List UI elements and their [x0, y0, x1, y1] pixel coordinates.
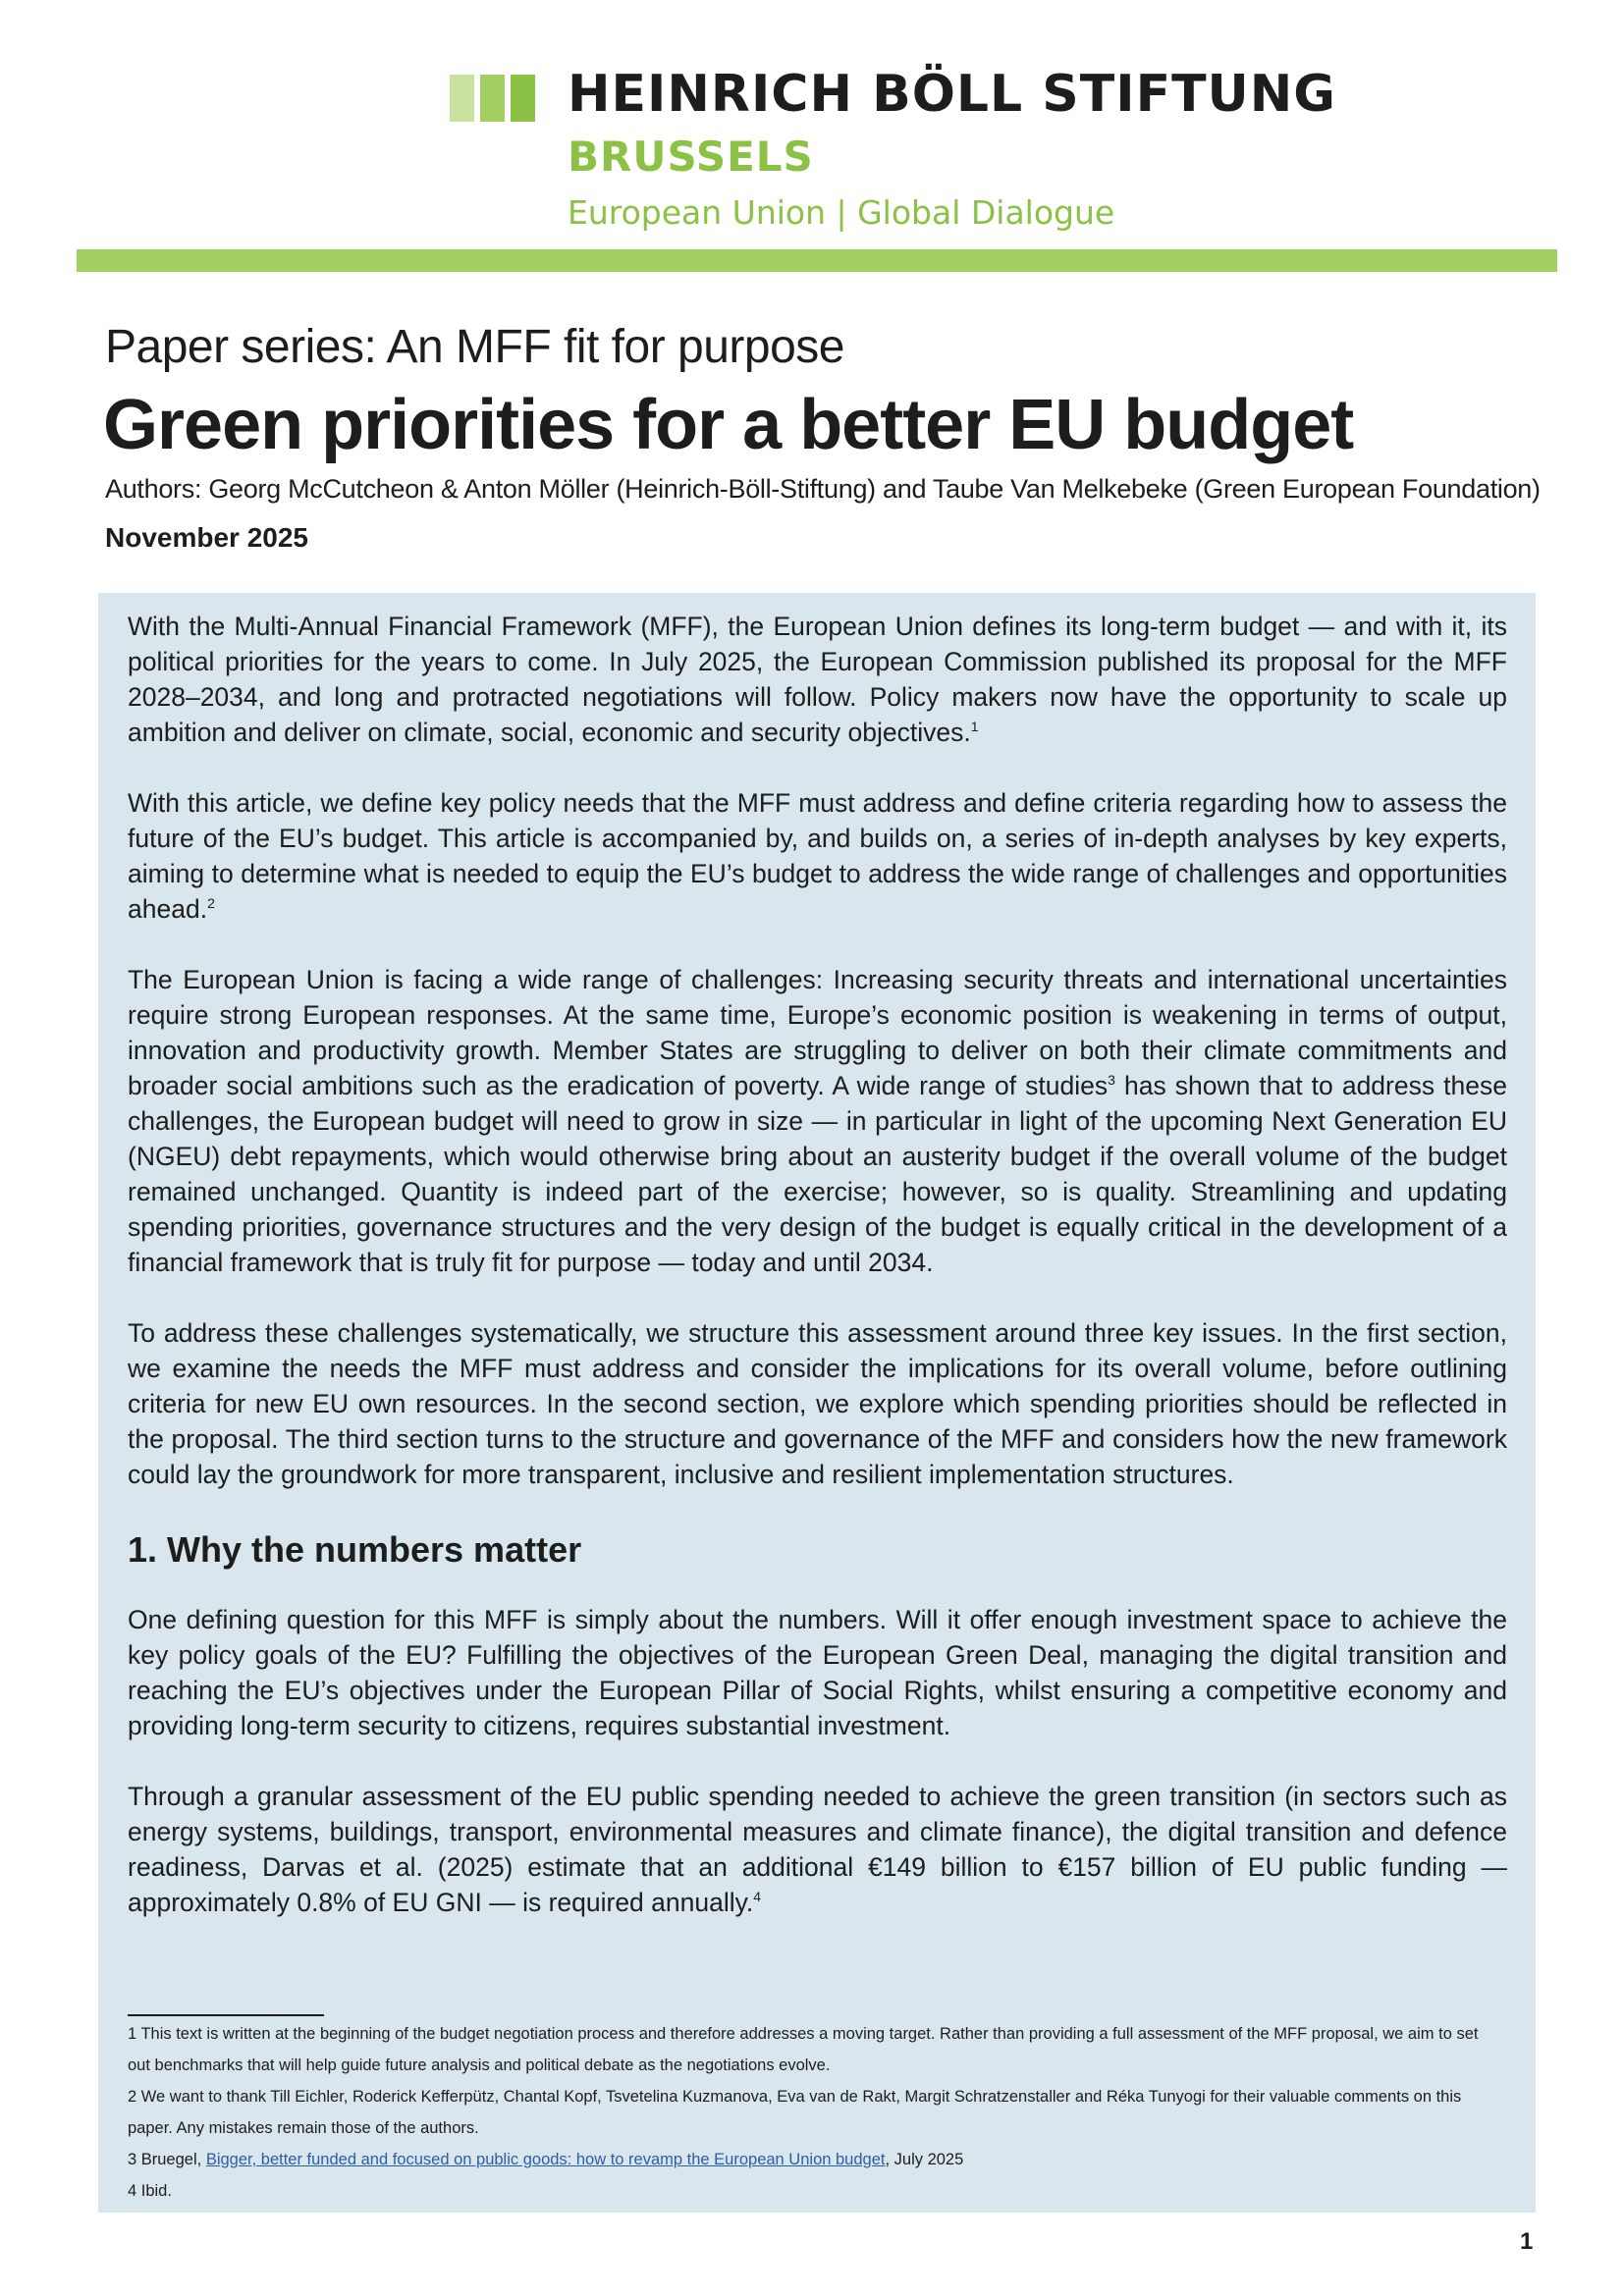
paragraph: With this article, we define key policy needs that the MFF must address and define criteria regarding how to assess the future of the EU’s budget. This article is accompanied by, and builds on, a series of in-depth analyses by key experts, aiming to determine what is needed to equip the EU’s budget to address the wide range of challenges and opportunities ahead.$^2$ — [128, 788, 1507, 924]
page-number: 1 — [1520, 2228, 1534, 2255]
footnote: 4 Ibid. — [128, 2182, 172, 2200]
paragraph: With the Multi-Annual Financial Framework (MFF), the European Union defines its long-term budget — and with it, its political priorities for the years to come. In July 2025, the European Commission published its proposal for the MFF 2028–2034, and long and protracted negotiations will follow. Policy makers now have the opportunity to scale up ambition and deliver on climate, social, economic and security objectives.$^1$ — [128, 612, 1507, 747]
footnote-ref[interactable]: 1 — [970, 719, 979, 735]
paper-series: Paper series: An MFF fit for purpose — [105, 321, 844, 373]
footnote: 1 This text is written at the beginning of the budget negotiation process and therefore addresses a moving target. Rather than providing a full assessment of the MFF proposal, we aim to set out benchmarks that will help guide future analysis and political debate as the negotiations evolve. — [128, 2025, 1479, 2074]
footnote-ref[interactable]: 4 — [753, 1889, 762, 1905]
logo-square-dark — [511, 75, 535, 122]
paragraph: The European Union is facing a wide range of challenges: Increasing security threats and international uncertainties require strong European responses. At the same time, Europe’s economic position is weakening in terms of output, innovation and productivity growth. Member States are struggling to deliver on both their climate commitments and broader social ambitions such as the eradication of poverty. A wide range of studies$^3$ has shown that to address these challenges, the European budget will need to grow in size — in particular in light of the upcoming Next Generation EU (NGEU) debt repayments, which would otherwise bring about an austerity budget if the overall volume of the budget remained unchanged. Quantity is indeed part of the exercise; however, so is quality. Streamlining and updating spending priorities, governance structures and the very design of the budget is equally critical in the development of a financial framework that is truly fit for purpose — today and until 2034. — [128, 965, 1507, 1277]
footnote-link[interactable]: Bigger, better funded and focused on public goods: how to revamp the European Union budget — [205, 2151, 886, 2168]
page-title: Green priorities for a better EU budget — [103, 386, 1354, 464]
authors: Authors: Georg McCutcheon & Anton Möller (Heinrich-Böll-Stiftung) and Taube Van Melkebeke (Green European Foundation) — [105, 474, 1541, 504]
header-divider — [77, 249, 1557, 272]
publication-date: November 2025 — [105, 522, 309, 553]
logo — [450, 73, 535, 124]
footnote-ref[interactable]: 3 — [1108, 1072, 1115, 1089]
paragraph: One defining question for this MFF is simply about the numbers. Will it offer enough investment space to achieve the key policy goals of the EU? Fulfilling the objectives of the European Green Deal, managing the digital transition and reaching the EU’s objectives under the European Pillar of Social Rights, whilst ensuring a competitive economy and providing long-term security to citizens, requires substantial investment. — [128, 1605, 1507, 1740]
org-tagline: European Union | Global Dialogue — [568, 193, 1115, 232]
article-body — [128, 609, 1507, 1955]
footnotes — [128, 2018, 1502, 2207]
footnote-ref[interactable]: 2 — [207, 895, 215, 912]
paragraph: Through a granular assessment of the EU public spending needed to achieve the green transition (in sectors such as energy systems, buildings, transport, environmental measures and climate finance), the digital transition and defence readiness, Darvas et al. (2025) estimate that an additional €149 billion to €157 billion of EU public funding — approximately 0.8% of EU GNI — is required annually.$^4$ — [128, 1782, 1507, 1917]
logo-square-mid — [480, 75, 505, 122]
section-heading: 1. Why the numbers matter — [128, 1529, 582, 1570]
footnote: 2 We want to thank Till Eichler, Roderick Kefferpütz, Chantal Kopf, Tsvetelina Kuzmanova, Eva van de Rakt, Margit Schratzenstaller and Réka Tunyogi for their valuable comments on this paper. Any mistakes remain those of the authors. — [128, 2088, 1462, 2137]
footnote-divider — [128, 2014, 324, 2016]
logo-squares — [450, 75, 535, 122]
org-city: BRUSSELS — [568, 133, 814, 181]
logo-square-light — [450, 75, 474, 122]
paragraph: To address these challenges systematically, we structure this assessment around three key issues. In the first section, we examine the needs the MFF must address and consider the implications for its overall volume, before outlining criteria for new EU own resources. In the second section, we explore which spending priorities should be reflected in the proposal. The third section turns to the structure and governance of the MFF and considers how the new framework could lay the groundwork for more transparent, inclusive and resilient implementation structures. — [128, 1318, 1507, 1489]
org-name: HEINRICH BÖLL STIFTUNG — [568, 65, 1336, 124]
footnote: 3 Bruegel, Bigger, better funded and focused on public goods: how to revamp the European Union budget, July 2025 — [128, 2151, 964, 2168]
